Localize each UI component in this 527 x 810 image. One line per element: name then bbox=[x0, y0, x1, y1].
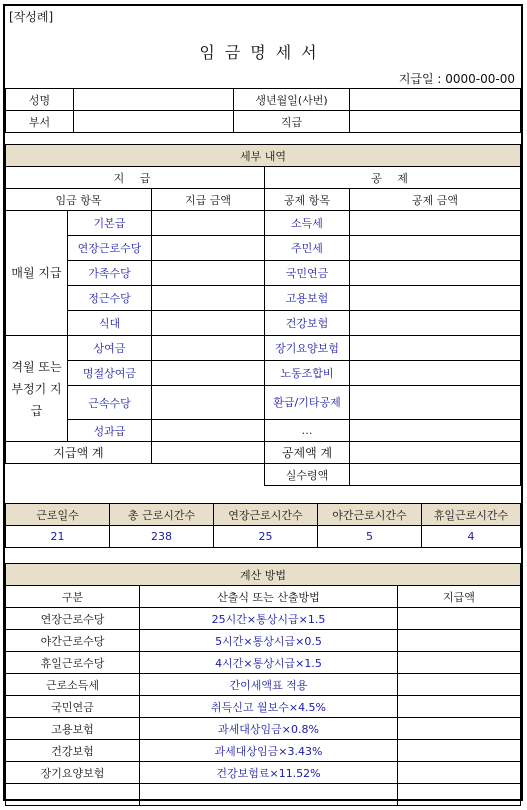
employee-info-table bbox=[5, 88, 521, 133]
position-label: 직급 bbox=[234, 111, 350, 133]
deduct-item: 국민연금 bbox=[265, 261, 350, 286]
calc-amount-field[interactable] bbox=[398, 740, 521, 762]
blank-cell bbox=[6, 464, 265, 486]
pay-amount-field[interactable] bbox=[152, 311, 265, 336]
deduct-amount-field[interactable] bbox=[350, 261, 521, 286]
hours-header: 총 근로시간수 bbox=[110, 504, 214, 526]
pay-item: 근속수당 bbox=[68, 386, 152, 420]
deduct-header: 공 제 bbox=[265, 167, 521, 189]
hours-header: 근로일수 bbox=[6, 504, 110, 526]
deduct-amount-col: 공제 금액 bbox=[350, 189, 521, 211]
calc-formula: 25시간×통상시급×1.5 bbox=[140, 608, 398, 630]
pay-item-col: 임금 항목 bbox=[6, 189, 152, 211]
deduct-item: 장기요양보험 bbox=[265, 336, 350, 361]
calc-formula-col: 산출식 또는 산출방법 bbox=[140, 586, 398, 608]
dept-field[interactable] bbox=[74, 111, 234, 133]
hours-header: 휴일근로시간수 bbox=[422, 504, 521, 526]
calc-amount-field[interactable] bbox=[398, 652, 521, 674]
pay-amount-field[interactable] bbox=[152, 261, 265, 286]
calc-item: 근로소득세 bbox=[6, 674, 140, 696]
calc-formula: 간이세액표 적용 bbox=[140, 674, 398, 696]
calc-amount-field[interactable] bbox=[398, 696, 521, 718]
pay-amount-field[interactable] bbox=[152, 236, 265, 261]
deduct-item: 환급/기타공제 bbox=[265, 386, 350, 420]
deduct-item: 주민세 bbox=[265, 236, 350, 261]
birth-field[interactable] bbox=[350, 89, 521, 111]
pay-item: 가족수당 bbox=[68, 261, 152, 286]
pay-amount-field[interactable] bbox=[152, 211, 265, 236]
pay-item: 정근수당 bbox=[68, 286, 152, 311]
pay-item: 기본급 bbox=[68, 211, 152, 236]
pay-total-field[interactable] bbox=[152, 442, 265, 464]
deduct-amount-field[interactable] bbox=[350, 336, 521, 361]
calc-item: 연장근로수당 bbox=[6, 608, 140, 630]
calc-blank-row[interactable] bbox=[140, 784, 398, 806]
hours-value: 25 bbox=[214, 526, 318, 548]
calc-formula: 4시간×통상시급×1.5 bbox=[140, 652, 398, 674]
calc-item: 국민연금 bbox=[6, 696, 140, 718]
birth-label: 생년월일(사번) bbox=[234, 89, 350, 111]
calc-blank-row[interactable] bbox=[398, 784, 521, 806]
hours-value: 21 bbox=[6, 526, 110, 548]
deduct-item-col: 공제 항목 bbox=[265, 189, 350, 211]
calc-item: 건강보험 bbox=[6, 740, 140, 762]
document-title: 임금명세서 bbox=[199, 43, 327, 62]
calc-item: 야간근로수당 bbox=[6, 630, 140, 652]
deduct-item: 고용보험 bbox=[265, 286, 350, 311]
calc-section-title: 계산 방법 bbox=[6, 564, 521, 586]
calc-amount-field[interactable] bbox=[398, 608, 521, 630]
work-hours-table bbox=[5, 503, 521, 548]
deduct-amount-field[interactable] bbox=[350, 211, 521, 236]
deduct-item: 노동조합비 bbox=[265, 361, 350, 386]
pay-header: 지 급 bbox=[6, 167, 265, 189]
pay-amount-field[interactable] bbox=[152, 420, 265, 442]
hours-value: 5 bbox=[318, 526, 422, 548]
calc-formula: 취득신고 월보수×4.5% bbox=[140, 696, 398, 718]
deduct-amount-field[interactable] bbox=[350, 286, 521, 311]
calc-blank-row[interactable] bbox=[6, 784, 140, 806]
pay-item: 명절상여금 bbox=[68, 361, 152, 386]
calc-item: 고용보험 bbox=[6, 718, 140, 740]
calc-formula: 과세대상임금×0.8% bbox=[140, 718, 398, 740]
net-pay-label: 실수령액 bbox=[265, 464, 350, 486]
pay-item: 식대 bbox=[68, 311, 152, 336]
calc-amount-field[interactable] bbox=[398, 718, 521, 740]
calculation-table bbox=[5, 563, 521, 806]
pay-item: 상여금 bbox=[68, 336, 152, 361]
calc-amount-field[interactable] bbox=[398, 762, 521, 784]
deduct-amount-field[interactable] bbox=[350, 386, 521, 420]
monthly-label: 매월 지급 bbox=[6, 211, 68, 336]
deduct-amount-field[interactable] bbox=[350, 311, 521, 336]
calc-amount-col: 지급액 bbox=[398, 586, 521, 608]
net-pay-field[interactable] bbox=[350, 464, 521, 486]
pay-amount-field[interactable] bbox=[152, 286, 265, 311]
deduct-item: 건강보험 bbox=[265, 311, 350, 336]
deduct-amount-field[interactable] bbox=[350, 236, 521, 261]
deduct-item: … bbox=[265, 420, 350, 442]
payslip-sheet bbox=[3, 4, 523, 801]
pay-amount-field[interactable] bbox=[152, 386, 265, 420]
pay-amount-col: 지급 금액 bbox=[152, 189, 265, 211]
deduct-item: 소득세 bbox=[265, 211, 350, 236]
calc-item: 휴일근로수당 bbox=[6, 652, 140, 674]
calc-amount-field[interactable] bbox=[398, 630, 521, 652]
calc-amount-field[interactable] bbox=[398, 674, 521, 696]
pay-item: 연장근로수당 bbox=[68, 236, 152, 261]
pay-total-label: 지급액 계 bbox=[6, 442, 152, 464]
deduct-amount-field[interactable] bbox=[350, 361, 521, 386]
pay-amount-field[interactable] bbox=[152, 336, 265, 361]
detail-table bbox=[5, 144, 521, 486]
dept-label: 부서 bbox=[6, 111, 74, 133]
deduct-total-label: 공제액 계 bbox=[265, 442, 350, 464]
detail-section-title: 세부 내역 bbox=[6, 145, 521, 167]
sample-tag: [작성례] bbox=[9, 10, 54, 24]
hours-header: 연장근로시간수 bbox=[214, 504, 318, 526]
pay-item: 성과급 bbox=[68, 420, 152, 442]
position-field[interactable] bbox=[350, 111, 521, 133]
hours-value: 4 bbox=[422, 526, 521, 548]
deduct-amount-field[interactable] bbox=[350, 420, 521, 442]
calc-formula: 과세대상임금×3.43% bbox=[140, 740, 398, 762]
calc-item-col: 구분 bbox=[6, 586, 140, 608]
calc-item: 장기요양보험 bbox=[6, 762, 140, 784]
pay-amount-field[interactable] bbox=[152, 361, 265, 386]
name-field[interactable] bbox=[74, 89, 234, 111]
irregular-label: 격월 또는 부정기 지급 bbox=[6, 336, 68, 442]
name-label: 성명 bbox=[6, 89, 74, 111]
hours-header: 야간근로시간수 bbox=[318, 504, 422, 526]
calc-formula: 5시간×통상시급×0.5 bbox=[140, 630, 398, 652]
deduct-total-field[interactable] bbox=[350, 442, 521, 464]
pay-date: 지급일 : 0000-00-00 bbox=[398, 72, 515, 86]
hours-value: 238 bbox=[110, 526, 214, 548]
calc-formula: 건강보험료×11.52% bbox=[140, 762, 398, 784]
